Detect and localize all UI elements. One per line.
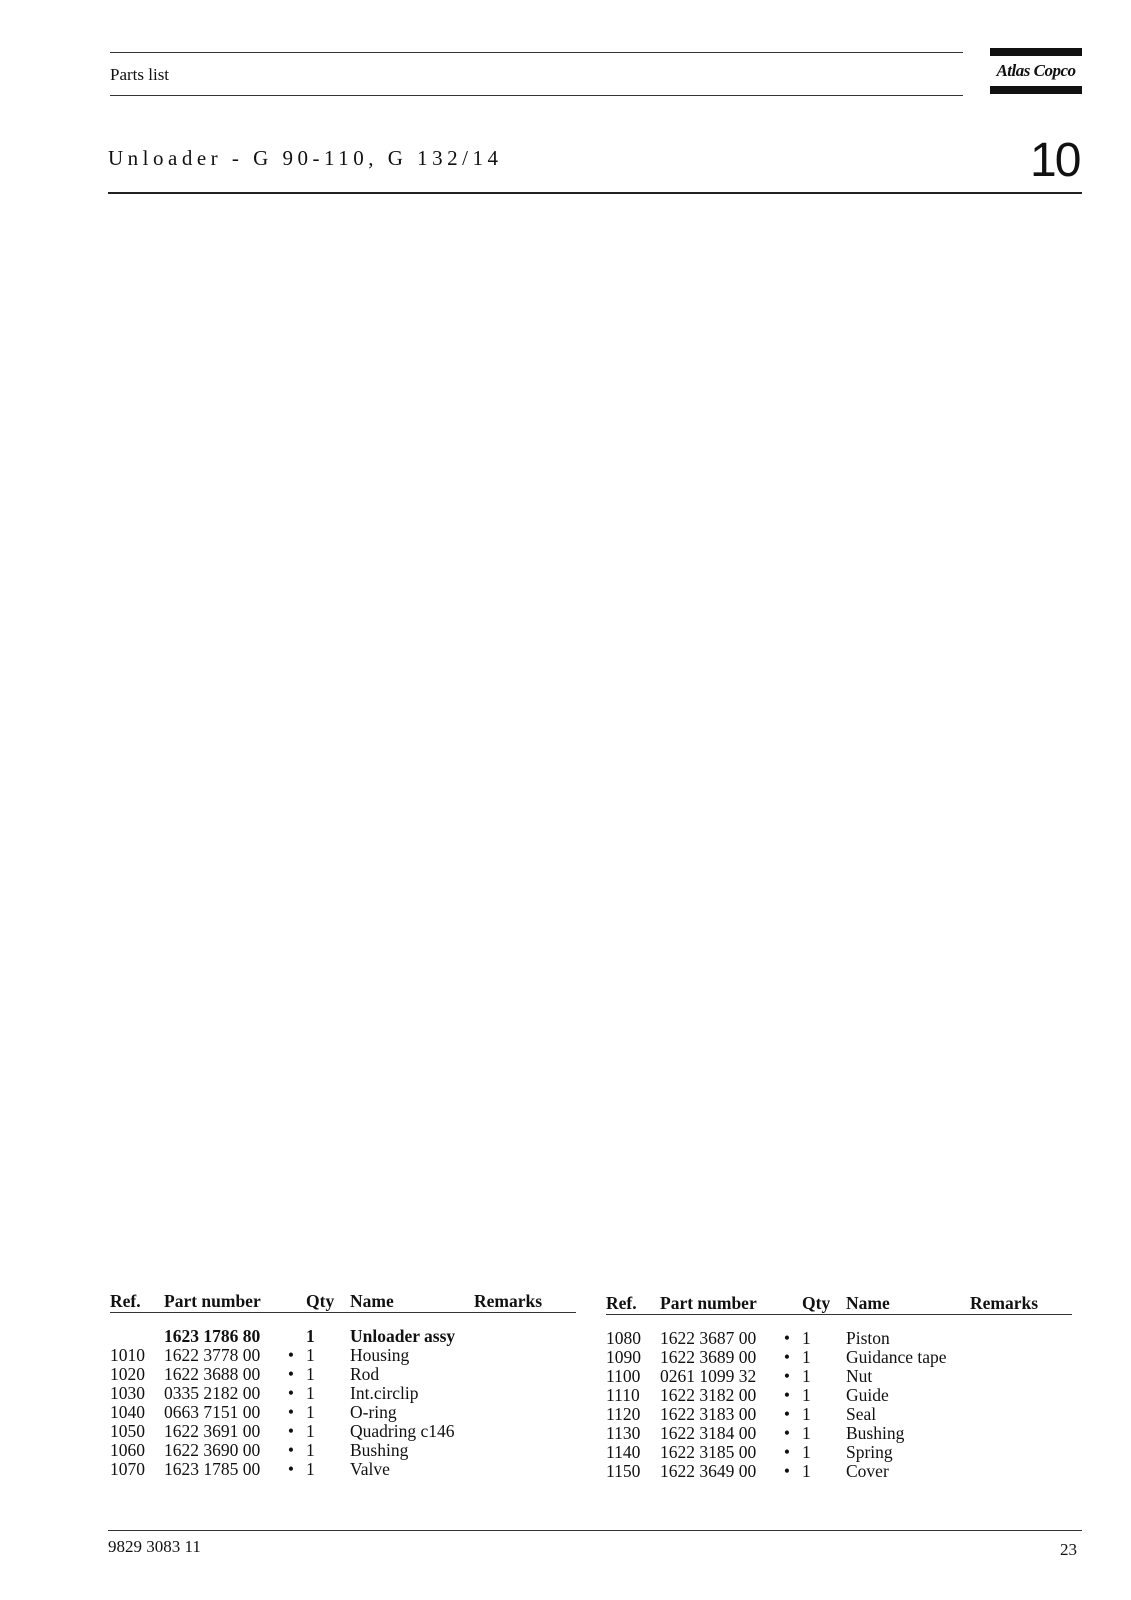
- table-row: [110, 1327, 576, 1346]
- part-qty: 1: [802, 1347, 811, 1367]
- part-number: 1622 3691 00: [164, 1421, 261, 1441]
- page-number: 23: [1060, 1540, 1077, 1559]
- part-name: Housing: [350, 1345, 410, 1365]
- col-part-number-header: Part number: [164, 1288, 276, 1313]
- part-remarks: [970, 1424, 1072, 1443]
- part-name: Guide: [846, 1385, 889, 1405]
- part-name: Valve: [350, 1459, 390, 1479]
- part-number: 1622 3778 00: [164, 1345, 261, 1365]
- part-remarks: [970, 1443, 1072, 1462]
- part-bullet: •: [287, 1345, 295, 1365]
- part-name: Seal: [846, 1404, 877, 1424]
- part-qty: 1: [306, 1364, 315, 1384]
- part-qty: 1: [306, 1421, 315, 1441]
- table-spacer-row: [110, 1313, 576, 1328]
- part-remarks: [474, 1441, 576, 1460]
- spacer-cell: [110, 1313, 576, 1328]
- logo-bottom-bar: [990, 86, 1082, 94]
- part-name: Quadring c146: [350, 1421, 455, 1441]
- part-ref: 1030: [110, 1383, 145, 1403]
- atlas-copco-logo: [990, 48, 1082, 94]
- col-name-header: Name: [846, 1290, 970, 1315]
- section-number: 10: [1030, 134, 1080, 187]
- part-qty: 1: [802, 1461, 811, 1481]
- part-qty: 1: [306, 1345, 315, 1365]
- part-bullet: •: [783, 1385, 791, 1405]
- part-ref: 1050: [110, 1421, 145, 1441]
- part-bullet: •: [287, 1440, 295, 1460]
- document-title: Unloader - G 90-110, G 132/14: [108, 146, 503, 170]
- part-name: Int.circlip: [350, 1383, 419, 1403]
- part-number: 0261 1099 32: [660, 1366, 757, 1386]
- part-qty: 1: [802, 1442, 811, 1462]
- table-row: [606, 1329, 1072, 1348]
- part-remarks: [970, 1386, 1072, 1405]
- part-number: 1623 1786 80: [164, 1326, 261, 1346]
- part-ref: 1110: [606, 1385, 640, 1405]
- part-qty: 1: [306, 1440, 315, 1460]
- part-qty: 1: [802, 1423, 811, 1443]
- logo-wordmark: Atlas Copco: [996, 61, 1076, 80]
- part-bullet: •: [287, 1364, 295, 1384]
- part-number: 1622 3182 00: [660, 1385, 757, 1405]
- part-number: 1622 3184 00: [660, 1423, 757, 1443]
- part-bullet: •: [783, 1328, 791, 1348]
- part-number: 1622 3689 00: [660, 1347, 757, 1367]
- col-remarks-header: Remarks: [970, 1290, 1072, 1315]
- part-number: 1622 3183 00: [660, 1404, 757, 1424]
- part-remarks: [474, 1346, 576, 1365]
- document-number: 9829 3083 11: [108, 1537, 201, 1556]
- col-bullet-header: [276, 1288, 306, 1313]
- table-row: [606, 1424, 1072, 1443]
- part-ref: 1130: [606, 1423, 641, 1443]
- part-number: 1623 1785 00: [164, 1459, 261, 1479]
- part-remarks: [474, 1327, 576, 1346]
- parts-table-right: [606, 1290, 1072, 1481]
- part-bullet: •: [783, 1366, 791, 1386]
- part-ref: 1070: [110, 1459, 145, 1479]
- part-remarks: [474, 1422, 576, 1441]
- part-qty: 1: [306, 1402, 315, 1422]
- table-row: [110, 1422, 576, 1441]
- table-row: [110, 1460, 576, 1479]
- table-spacer-row: [606, 1315, 1072, 1330]
- part-bullet: •: [287, 1402, 295, 1422]
- part-name: Unloader assy: [350, 1326, 456, 1346]
- table-row: [606, 1386, 1072, 1405]
- parts-rows-right: [606, 1315, 1072, 1482]
- part-bullet: •: [783, 1461, 791, 1481]
- col-part-number-header: Part number: [660, 1290, 772, 1315]
- part-bullet: •: [783, 1404, 791, 1424]
- parts-table-left: [110, 1288, 576, 1479]
- part-name: Cover: [846, 1461, 889, 1481]
- part-qty: 1: [802, 1404, 811, 1424]
- table-header-row: [110, 1288, 576, 1313]
- part-qty: 1: [802, 1366, 811, 1386]
- spacer-cell: [606, 1315, 1072, 1330]
- part-ref: 1080: [606, 1328, 641, 1348]
- part-qty: 1: [306, 1383, 315, 1403]
- part-ref: 1140: [606, 1442, 641, 1462]
- part-number: 1622 3649 00: [660, 1461, 757, 1481]
- part-name: Bushing: [350, 1440, 409, 1460]
- part-qty: 1: [802, 1385, 811, 1405]
- table-row: [110, 1441, 576, 1460]
- table-row: [110, 1346, 576, 1365]
- part-bullet: •: [287, 1459, 295, 1479]
- part-ref: 1060: [110, 1440, 145, 1460]
- part-bullet: •: [287, 1421, 295, 1441]
- part-remarks: [474, 1403, 576, 1422]
- part-ref: 1100: [606, 1366, 641, 1386]
- part-number: 0335 2182 00: [164, 1383, 261, 1403]
- table-header-row: [606, 1290, 1072, 1315]
- table-row: [606, 1367, 1072, 1386]
- col-qty-header: Qty: [802, 1290, 846, 1315]
- part-name: Bushing: [846, 1423, 905, 1443]
- part-ref: 1120: [606, 1404, 641, 1424]
- col-remarks-header: Remarks: [474, 1288, 576, 1313]
- part-qty: 1: [306, 1326, 315, 1346]
- table-row: [606, 1443, 1072, 1462]
- col-bullet-header: [772, 1290, 802, 1315]
- part-name: Piston: [846, 1328, 890, 1348]
- col-qty-header: Qty: [306, 1288, 350, 1313]
- header-bottom-rule: [110, 95, 963, 96]
- part-remarks: [970, 1367, 1072, 1386]
- part-remarks: [474, 1365, 576, 1384]
- table-row: [606, 1405, 1072, 1424]
- part-ref: 1090: [606, 1347, 641, 1367]
- part-name: Guidance tape: [846, 1347, 947, 1367]
- part-bullet: •: [287, 1383, 295, 1403]
- part-number: 1622 3687 00: [660, 1328, 757, 1348]
- table-row: [110, 1403, 576, 1422]
- part-remarks: [970, 1462, 1072, 1481]
- part-remarks: [474, 1460, 576, 1479]
- col-name-header: Name: [350, 1288, 474, 1313]
- parts-rows-left: [110, 1313, 576, 1480]
- table-row: [110, 1365, 576, 1384]
- part-remarks: [970, 1348, 1072, 1367]
- part-number: 1622 3688 00: [164, 1364, 261, 1384]
- table-row: [606, 1348, 1072, 1367]
- col-ref-header: Ref.: [606, 1290, 660, 1315]
- part-remarks: [970, 1405, 1072, 1424]
- part-ref: 1150: [606, 1461, 641, 1481]
- header-top-rule: [110, 52, 963, 53]
- part-remarks: [970, 1329, 1072, 1348]
- table-row: [110, 1384, 576, 1403]
- part-name: Rod: [350, 1364, 380, 1384]
- part-bullet: •: [783, 1347, 791, 1367]
- part-name: Spring: [846, 1442, 893, 1462]
- part-ref: 1020: [110, 1364, 145, 1384]
- part-name: O-ring: [350, 1402, 397, 1422]
- footer-rule: [108, 1530, 1082, 1531]
- part-number: 1622 3185 00: [660, 1442, 757, 1462]
- part-number: 0663 7151 00: [164, 1402, 261, 1422]
- part-bullet: •: [783, 1423, 791, 1443]
- part-ref: 1040: [110, 1402, 145, 1422]
- part-qty: 1: [802, 1328, 811, 1348]
- logo-top-bar: [990, 48, 1082, 56]
- part-name: Nut: [846, 1366, 873, 1386]
- col-ref-header: Ref.: [110, 1288, 164, 1313]
- part-bullet: [276, 1327, 306, 1346]
- part-qty: 1: [306, 1459, 315, 1479]
- part-ref: [110, 1327, 164, 1346]
- section-label: Parts list: [110, 65, 170, 84]
- part-number: 1622 3690 00: [164, 1440, 261, 1460]
- part-ref: 1010: [110, 1345, 145, 1365]
- table-row: [606, 1462, 1072, 1481]
- part-bullet: •: [783, 1442, 791, 1462]
- title-rule: [108, 192, 1082, 194]
- part-remarks: [474, 1384, 576, 1403]
